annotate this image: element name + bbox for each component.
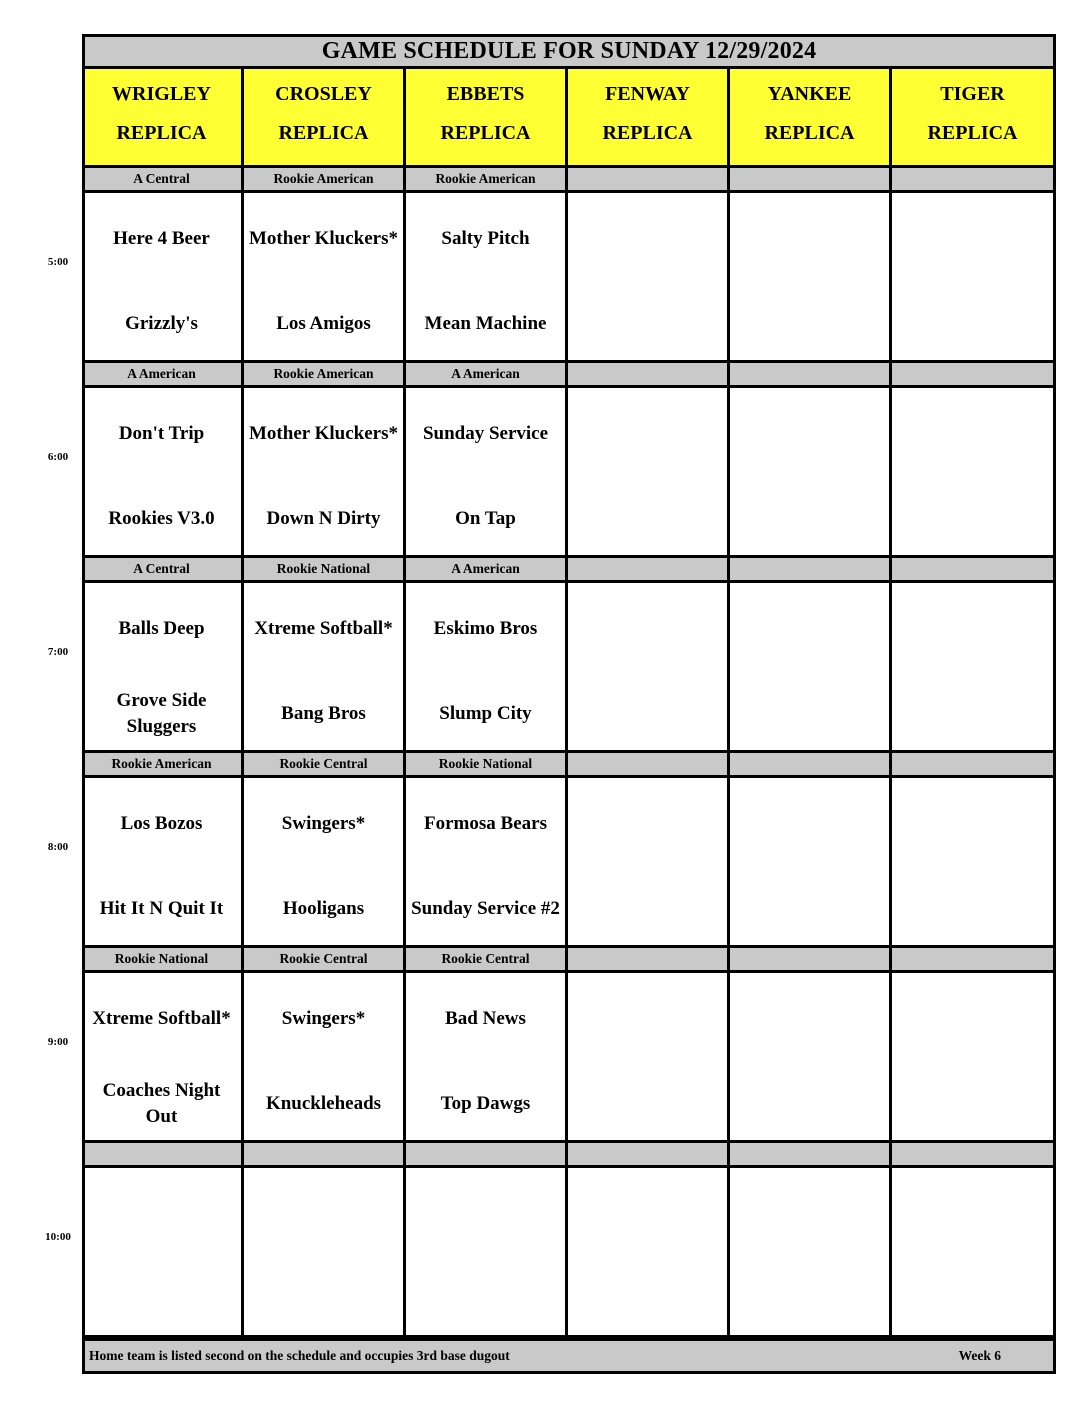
home-team bbox=[730, 883, 889, 935]
home-team: Top Dawgs bbox=[440, 1093, 531, 1114]
time-label: 5:00 bbox=[47, 256, 69, 268]
division-label: A American bbox=[82, 363, 244, 388]
division-label: Rookie Central bbox=[406, 948, 568, 973]
division-label bbox=[892, 363, 1056, 388]
field-type: REPLICA bbox=[764, 122, 855, 144]
footer-bar bbox=[82, 1338, 1056, 1374]
home-team bbox=[568, 298, 727, 350]
division-label: Rookie National bbox=[244, 558, 406, 583]
game-cell bbox=[82, 388, 244, 558]
away-team: Xtreme Softball* bbox=[92, 1008, 231, 1029]
division-label bbox=[406, 1143, 568, 1168]
away-team: Balls Deep bbox=[118, 618, 205, 639]
game-cell bbox=[892, 583, 1056, 753]
game-cell bbox=[244, 583, 406, 753]
division-label bbox=[730, 168, 892, 193]
game-cell bbox=[406, 1168, 568, 1338]
division-label: Rookie National bbox=[406, 753, 568, 778]
division-label bbox=[892, 168, 1056, 193]
game-cell bbox=[406, 583, 568, 753]
time-label: 8:00 bbox=[47, 841, 69, 853]
away-team bbox=[892, 408, 1053, 460]
field-header-wrigley bbox=[82, 69, 244, 168]
home-team bbox=[568, 1273, 727, 1325]
game-cell bbox=[892, 388, 1056, 558]
away-team: Formosa Bears bbox=[424, 813, 547, 834]
division-label: A Central bbox=[82, 558, 244, 583]
game-cell bbox=[82, 1168, 244, 1338]
field-type: REPLICA bbox=[927, 122, 1018, 144]
game-cell bbox=[568, 193, 730, 363]
home-team bbox=[730, 298, 889, 350]
home-team: Los Amigos bbox=[276, 313, 371, 334]
home-team bbox=[568, 883, 727, 935]
game-cell bbox=[730, 1168, 892, 1338]
field-name: EBBETS bbox=[446, 83, 525, 105]
game-cell bbox=[892, 778, 1056, 948]
home-team bbox=[892, 1078, 1053, 1130]
field-type: REPLICA bbox=[440, 122, 531, 144]
game-cell bbox=[82, 193, 244, 363]
game-cell bbox=[406, 973, 568, 1143]
home-team bbox=[730, 688, 889, 740]
home-team bbox=[730, 493, 889, 545]
away-team bbox=[892, 603, 1053, 655]
home-team: Knuckleheads bbox=[265, 1093, 382, 1114]
away-team: Salty Pitch bbox=[441, 228, 530, 249]
division-label bbox=[892, 753, 1056, 778]
away-team bbox=[892, 213, 1053, 265]
home-team bbox=[568, 688, 727, 740]
away-team bbox=[568, 408, 727, 460]
home-team bbox=[892, 298, 1053, 350]
home-team bbox=[568, 1078, 727, 1130]
field-name: FENWAY bbox=[605, 83, 690, 105]
home-team: Bang Bros bbox=[281, 703, 366, 724]
game-cell bbox=[892, 193, 1056, 363]
division-label: Rookie National bbox=[82, 948, 244, 973]
game-cell bbox=[730, 388, 892, 558]
away-team bbox=[568, 1188, 727, 1240]
division-label bbox=[892, 948, 1056, 973]
away-team bbox=[82, 1188, 241, 1240]
away-team: Sunday Service bbox=[422, 423, 549, 444]
division-label bbox=[568, 1143, 730, 1168]
game-cell bbox=[82, 973, 244, 1143]
game-cell bbox=[406, 778, 568, 948]
page-title: GAME SCHEDULE FOR SUNDAY 12/29/2024 bbox=[82, 34, 1056, 69]
home-team: Coaches Night Out bbox=[102, 1080, 221, 1127]
grid-left-border bbox=[82, 69, 85, 1338]
home-team: Hooligans bbox=[282, 898, 365, 919]
away-team bbox=[406, 1188, 565, 1240]
division-label bbox=[568, 558, 730, 583]
home-team bbox=[892, 688, 1053, 740]
division-label: Rookie American bbox=[244, 168, 406, 193]
division-label bbox=[568, 168, 730, 193]
away-team bbox=[568, 603, 727, 655]
away-team bbox=[892, 1188, 1053, 1240]
away-team bbox=[730, 603, 889, 655]
home-team: Hit It N Quit It bbox=[99, 898, 224, 919]
away-team bbox=[244, 1188, 403, 1240]
division-label bbox=[568, 363, 730, 388]
away-team: Mother Kluckers* bbox=[249, 423, 398, 444]
game-cell bbox=[244, 973, 406, 1143]
home-team bbox=[244, 1273, 403, 1325]
away-team: Here 4 Beer bbox=[113, 228, 210, 249]
game-cell bbox=[82, 778, 244, 948]
field-type: REPLICA bbox=[602, 122, 693, 144]
division-label: Rookie American bbox=[82, 753, 244, 778]
away-team: Mother Kluckers* bbox=[249, 228, 398, 249]
game-cell bbox=[406, 193, 568, 363]
home-team: Down N Dirty bbox=[266, 508, 381, 529]
away-team: Eskimo Bros bbox=[433, 618, 538, 639]
home-team: On Tap bbox=[455, 508, 516, 529]
home-team bbox=[730, 1273, 889, 1325]
away-team bbox=[892, 993, 1053, 1045]
game-cell bbox=[730, 973, 892, 1143]
home-team bbox=[406, 1273, 565, 1325]
division-label: Rookie Central bbox=[244, 753, 406, 778]
game-cell bbox=[244, 193, 406, 363]
away-team bbox=[568, 798, 727, 850]
home-team bbox=[892, 883, 1053, 935]
game-cell bbox=[244, 388, 406, 558]
away-team bbox=[730, 993, 889, 1045]
division-label bbox=[892, 1143, 1056, 1168]
home-team bbox=[730, 1078, 889, 1130]
field-type: REPLICA bbox=[278, 122, 369, 144]
field-header-yankee bbox=[730, 69, 892, 168]
game-cell bbox=[892, 1168, 1056, 1338]
game-cell bbox=[568, 973, 730, 1143]
division-label bbox=[730, 558, 892, 583]
game-cell bbox=[892, 973, 1056, 1143]
game-cell bbox=[406, 388, 568, 558]
time-label: 6:00 bbox=[47, 451, 69, 463]
division-label: Rookie Central bbox=[244, 948, 406, 973]
field-name: YANKEE bbox=[767, 83, 852, 105]
field-header-tiger bbox=[892, 69, 1056, 168]
away-team: Swingers* bbox=[281, 813, 366, 834]
footer-note: Home team is listed second on the schedule and occupies 3rd base dugout bbox=[89, 1348, 510, 1363]
division-label: A American bbox=[406, 558, 568, 583]
home-team: Grizzly's bbox=[125, 313, 198, 334]
game-cell bbox=[82, 583, 244, 753]
game-cell bbox=[730, 778, 892, 948]
game-cell bbox=[730, 583, 892, 753]
away-team bbox=[730, 213, 889, 265]
division-label bbox=[82, 1143, 244, 1168]
division-label bbox=[568, 753, 730, 778]
game-cell bbox=[730, 193, 892, 363]
field-name: TIGER bbox=[940, 83, 1005, 105]
home-team: Slump City bbox=[439, 703, 532, 724]
division-label: A Central bbox=[82, 168, 244, 193]
time-label: 7:00 bbox=[47, 646, 69, 658]
division-label bbox=[730, 1143, 892, 1168]
division-label: A American bbox=[406, 363, 568, 388]
home-team: Sunday Service #2 bbox=[411, 898, 560, 919]
home-team: Rookies V3.0 bbox=[108, 508, 215, 529]
home-team: Mean Machine bbox=[424, 313, 547, 334]
field-header-crosley bbox=[244, 69, 406, 168]
division-label bbox=[244, 1143, 406, 1168]
away-team bbox=[730, 1188, 889, 1240]
away-team bbox=[892, 798, 1053, 850]
field-header-ebbets bbox=[406, 69, 568, 168]
field-header-fenway bbox=[568, 69, 730, 168]
away-team bbox=[568, 213, 727, 265]
home-team: Grove Side Sluggers bbox=[116, 690, 207, 737]
division-label bbox=[730, 948, 892, 973]
away-team bbox=[730, 798, 889, 850]
field-type: REPLICA bbox=[116, 122, 207, 144]
game-cell bbox=[568, 583, 730, 753]
division-label bbox=[892, 558, 1056, 583]
away-team: Los Bozos bbox=[120, 813, 203, 834]
time-label: 10:00 bbox=[45, 1231, 71, 1243]
away-team bbox=[730, 408, 889, 460]
field-name: WRIGLEY bbox=[112, 83, 211, 105]
game-cell bbox=[568, 388, 730, 558]
home-team bbox=[892, 493, 1053, 545]
home-team bbox=[82, 1273, 241, 1325]
division-label bbox=[730, 753, 892, 778]
division-label: Rookie American bbox=[406, 168, 568, 193]
away-team bbox=[568, 993, 727, 1045]
game-cell bbox=[568, 1168, 730, 1338]
game-cell bbox=[244, 778, 406, 948]
away-team: Bad News bbox=[445, 1008, 526, 1029]
away-team: Swingers* bbox=[281, 1008, 366, 1029]
division-label bbox=[730, 363, 892, 388]
home-team bbox=[892, 1273, 1053, 1325]
game-cell bbox=[244, 1168, 406, 1338]
home-team bbox=[568, 493, 727, 545]
away-team: Don't Trip bbox=[118, 423, 205, 444]
game-cell bbox=[568, 778, 730, 948]
division-label: Rookie American bbox=[244, 363, 406, 388]
away-team: Xtreme Softball* bbox=[254, 618, 393, 639]
week-label: Week 6 bbox=[958, 1348, 1001, 1363]
field-name: CROSLEY bbox=[275, 83, 372, 105]
division-label bbox=[568, 948, 730, 973]
time-label: 9:00 bbox=[47, 1036, 69, 1048]
